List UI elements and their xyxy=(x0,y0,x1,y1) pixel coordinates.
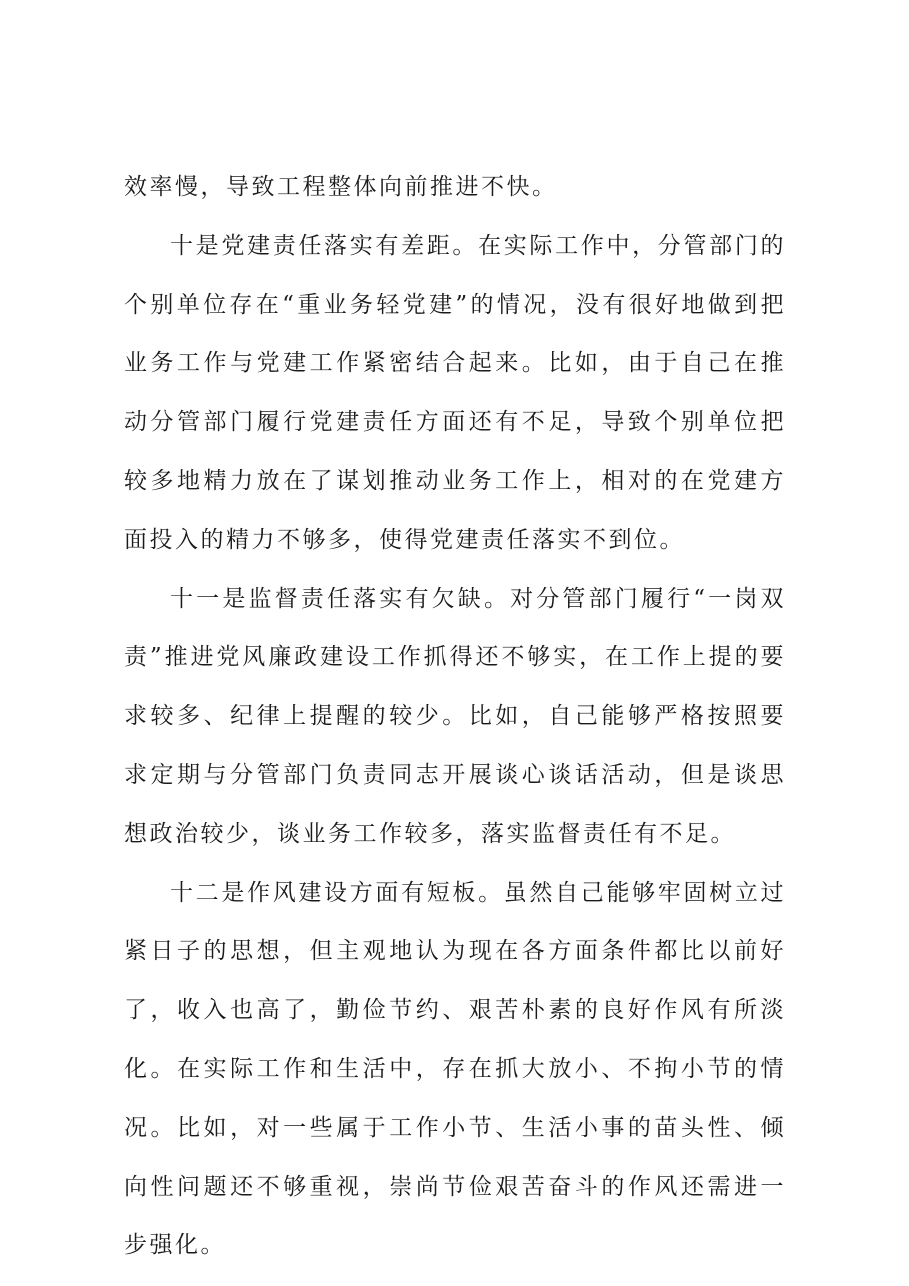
document-body xyxy=(124,158,786,1275)
paragraph-party-building-responsibility: 十是党建责任落实有差距。在实际工作中，分管部门的个别单位存在“重业务轻党建”的情况，没有很好地做到把业务工作与党建工作紧密结合起来。比如，由于自己在推动分管部门履行党建责任方面还有不足，导致个别单位把较多地精力放在了谋划推动业务工作上，相对的在党建方面投入的精力不够多，使得党建责任落实不到位。 xyxy=(124,232,786,553)
paragraph-work-style: 十二是作风建设方面有短板。虽然自己能够牢固树立过紧日子的思想，但主观地认为现在各方面条件都比以前好了，收入也高了，勤俭节约、艰苦朴素的良好作风有所淡化。在实际工作和生活中，存在抓大放小、不拘小节的情况。比如，对一些属于工作小节、生活小事的苗头性、倾向性问题还不够重视，崇尚节俭艰苦奋斗的作风还需进一步强化。 xyxy=(124,879,786,1259)
paragraph-supervision-responsibility: 十一是监督责任落实有欠缺。对分管部门履行“一岗双责”推进党风廉政建设工作抓得还不够实，在工作上提的要求较多、纪律上提醒的较少。比如，自己能够严格按照要求定期与分管部门负责同志开展谈心谈话活动，但是谈思想政治较少，谈业务工作较多，落实监督责任有不足。 xyxy=(124,585,786,847)
paragraph-continuation: 效率慢，导致工程整体向前推进不快。 xyxy=(124,174,558,200)
